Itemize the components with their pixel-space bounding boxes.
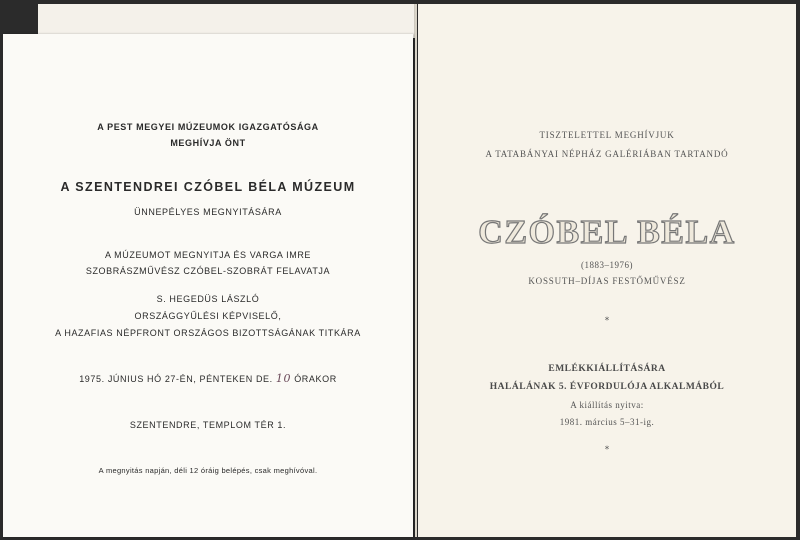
exhibition-line-1: EMLÉKKIÁLLÍTÁSÁRA: [548, 364, 666, 374]
speaker-role-2: A HAZAFIAS NÉPFRONT ORSZÁGOS BIZOTTSÁGÁNAK TITKÁRA: [55, 328, 361, 338]
invitation-card-left: [3, 34, 413, 537]
exhibition-line-2: HALÁLÁNAK 5. ÉVFORDULÓJA ALKALMÁBÓL: [489, 382, 725, 392]
footnote: A megnyitás napján, déli 12 óráig belépés, csak meghívóval.: [98, 466, 318, 475]
handwritten-hour: 10: [275, 372, 292, 385]
date-line: [3, 372, 413, 385]
date-text: 1975. JÚNIUS HÓ 27-ÉN, PÉNTEKEN DE.: [79, 374, 273, 384]
date-suffix: ÓRAKOR: [294, 374, 337, 384]
open-label: A kiállítás nyitva:: [570, 400, 644, 410]
intro-line-1: TISZTELETTEL MEGHÍVJUK: [539, 130, 675, 140]
address-line: SZENTENDRE, TEMPLOM TÉR 1.: [129, 420, 287, 430]
museum-title: A SZENTENDREI CZÓBEL BÉLA MÚZEUM: [60, 180, 356, 194]
artist-honor: KOSSUTH–DÍJAS FESTŐMŰVÉSZ: [528, 276, 686, 286]
intro-line-2: A TATABÁNYAI NÉPHÁZ GALÉRIÁBAN TARTANDÓ: [485, 149, 729, 159]
speaker-role-1: ORSZÁGGYŰLÉSI KÉPVISELŐ,: [134, 311, 282, 321]
invite-line: MEGHÍVJA ÖNT: [170, 138, 246, 148]
separator-star: *: [604, 316, 610, 326]
background-sheet: [38, 4, 415, 38]
opening-line: ÜNNEPÉLYES MEGNYITÁSÁRA: [134, 207, 282, 217]
opener-line-2: SZOBRÁSZMŰVÉSZ CZÓBEL-SZOBRÁT FELAVATJA: [85, 266, 331, 276]
artist-years: (1883–1976): [581, 260, 633, 270]
open-dates: 1981. március 5–31-ig.: [559, 417, 655, 427]
invitation-card-right: [418, 4, 796, 537]
opener-line-1: A MÚZEUMOT MEGNYITJA ÉS VARGA IMRE: [104, 250, 312, 260]
speaker-name: S. HEGEDÜS LÁSZLÓ: [156, 294, 260, 304]
separator-star-2: *: [604, 445, 610, 455]
organizer-line: A PEST MEGYEI MÚZEUMOK IGAZGATÓSÁGA: [97, 122, 319, 132]
fold-line: [415, 4, 417, 537]
artist-title: CZÓBEL BÉLA: [478, 214, 736, 251]
